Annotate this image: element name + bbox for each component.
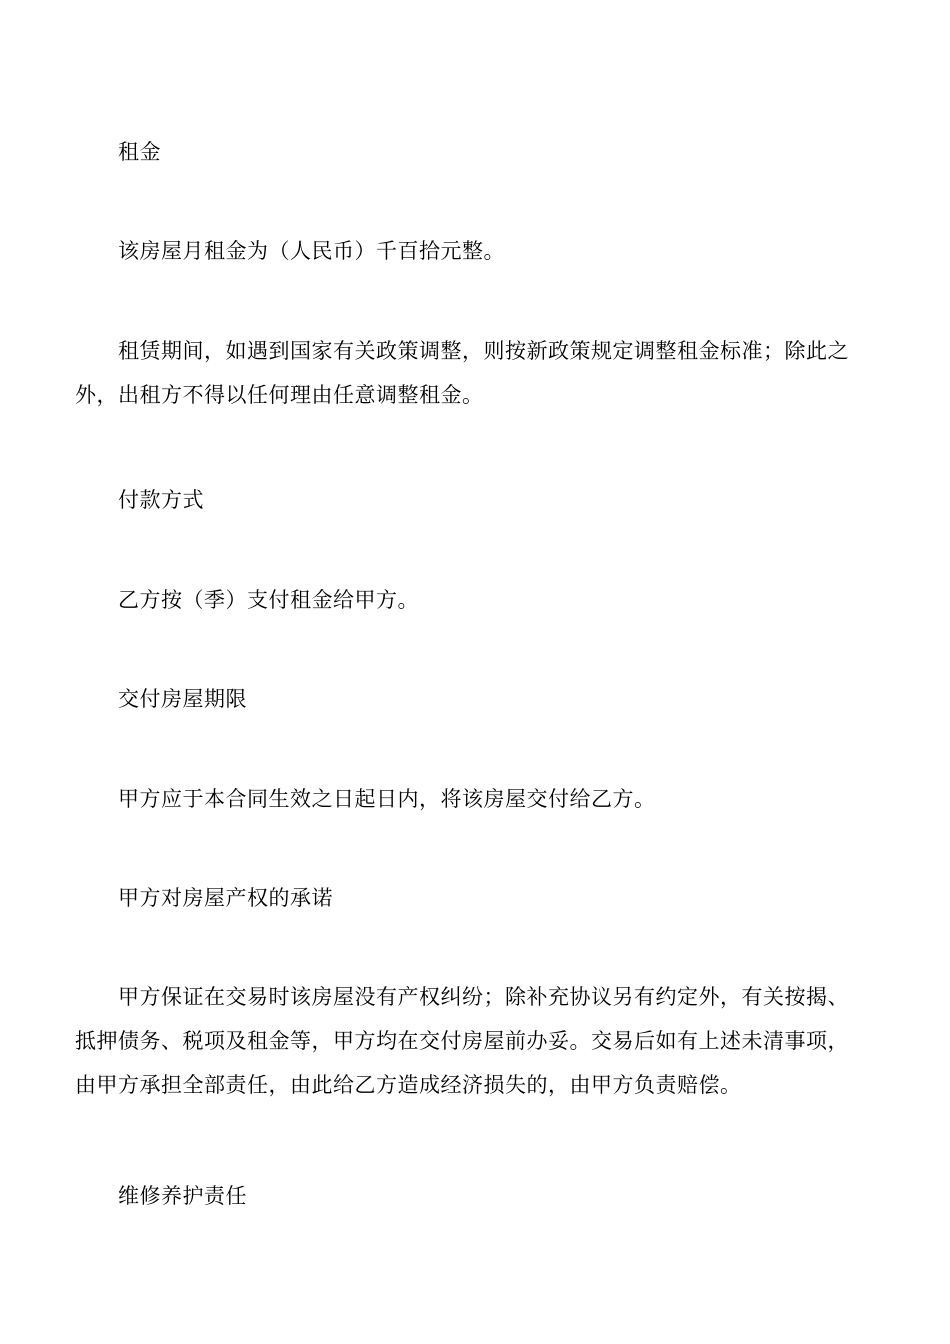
heading-ownership-promise bbox=[75, 876, 885, 920]
heading-payment-method bbox=[75, 478, 885, 522]
paragraph-line: 租赁期间，如遇到国家有关政策调整，则按新政策规定调整租金标准；除此之 bbox=[118, 339, 849, 363]
paragraph-payment-method bbox=[75, 578, 885, 622]
paragraph-rent-amount bbox=[75, 229, 885, 273]
paragraph-line: 维修养护责任 bbox=[118, 1184, 247, 1208]
paragraph-line: 租金 bbox=[118, 140, 161, 164]
paragraph-line: 甲方保证在交易时该房屋没有产权纠纷；除补充协议另有约定外，有关按揭、 bbox=[118, 985, 849, 1009]
paragraph-ownership-promise bbox=[75, 975, 885, 1107]
paragraph-line: 该房屋月租金为（人民币）千百拾元整。 bbox=[118, 239, 505, 263]
heading-rent bbox=[75, 130, 885, 174]
paragraph-line: 乙方按（季）支付租金给甲方。 bbox=[118, 588, 419, 612]
heading-delivery-period bbox=[75, 677, 885, 721]
paragraph-rent-adjustment bbox=[75, 329, 885, 417]
heading-maintenance-responsibility bbox=[75, 1174, 885, 1218]
paragraph-line: 由甲方承担全部责任，由此给乙方造成经济损失的，由甲方负责赔偿。 bbox=[75, 1073, 742, 1097]
paragraph-line: 交付房屋期限 bbox=[118, 687, 247, 711]
paragraph-line: 付款方式 bbox=[118, 488, 204, 512]
paragraph-line: 甲方对房屋产权的承诺 bbox=[118, 886, 333, 910]
paragraph-delivery-period bbox=[75, 777, 885, 821]
paragraph-line: 外，出租方不得以任何理由任意调整租金。 bbox=[75, 383, 484, 407]
paragraph-line: 甲方应于本合同生效之日起日内，将该房屋交付给乙方。 bbox=[118, 787, 656, 811]
paragraph-line: 抵押债务、税项及租金等，甲方均在交付房屋前办妥。交易后如有上述未清事项， bbox=[75, 1029, 849, 1053]
